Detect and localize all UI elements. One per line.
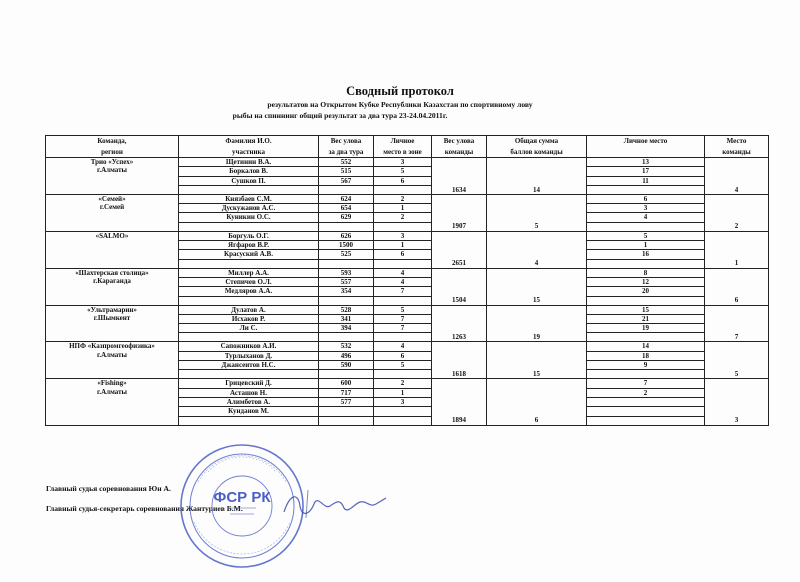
participant-weight: 717 xyxy=(319,388,374,397)
participant-zone-place: 1 xyxy=(374,204,432,213)
table-body xyxy=(46,158,769,426)
participant-weight: 354 xyxy=(319,287,374,296)
stamp-text: ФСР РК xyxy=(213,489,271,506)
participant-name: Грицевский Д. xyxy=(179,379,319,388)
team-cell xyxy=(46,379,179,425)
participant-personal-place: 14 xyxy=(587,342,705,351)
participant-name: Джансеитов Н.С. xyxy=(179,361,319,370)
team-weight: 1634 xyxy=(432,158,487,195)
table-row xyxy=(46,342,769,351)
participant-name: Исхаков Р. xyxy=(179,314,319,323)
empty-cell xyxy=(587,333,705,342)
participant-weight: 1500 xyxy=(319,241,374,250)
team-place: 5 xyxy=(705,342,769,379)
team-cell xyxy=(46,342,179,379)
participant-zone-place: 1 xyxy=(374,388,432,397)
team-place: 3 xyxy=(705,379,769,425)
empty-cell xyxy=(319,296,374,305)
empty-cell xyxy=(319,416,374,425)
participant-weight: 577 xyxy=(319,397,374,406)
participant-weight: 496 xyxy=(319,351,374,360)
participant-personal-place: 2 xyxy=(587,388,705,397)
participant-personal-place: 13 xyxy=(587,158,705,167)
header-personal-place: Личное место xyxy=(587,136,705,158)
participant-personal-place xyxy=(587,407,705,416)
header-total-points: Общая сумма баллов команды xyxy=(487,136,587,158)
empty-cell xyxy=(374,416,432,425)
participant-name: Миллер А.А. xyxy=(179,268,319,277)
team-total-points: 19 xyxy=(487,305,587,342)
header-team: Команда, регион xyxy=(46,136,179,158)
participant-personal-place: 11 xyxy=(587,176,705,185)
participant-weight: 600 xyxy=(319,379,374,388)
empty-cell xyxy=(587,370,705,379)
participant-zone-place: 2 xyxy=(374,213,432,222)
document-title: Сводный протокол xyxy=(346,84,454,98)
chief-secretary-line: Главный судья-секретарь соревнования Жантуриев Б.М. xyxy=(46,504,243,513)
team-weight: 1618 xyxy=(432,342,487,379)
empty-cell xyxy=(179,222,319,231)
participant-weight: 624 xyxy=(319,194,374,203)
participant-personal-place: 17 xyxy=(587,167,705,176)
team-name: НПФ «Казпромгеофизика» xyxy=(69,342,155,351)
header-team-weight: Вес улова команды xyxy=(432,136,487,158)
empty-cell xyxy=(374,222,432,231)
participant-zone-place: 7 xyxy=(374,314,432,323)
team-region: г.Семей xyxy=(99,203,125,212)
participant-personal-place xyxy=(587,397,705,406)
participant-name: Медляров А.А. xyxy=(179,287,319,296)
team-cell xyxy=(46,194,179,231)
participant-zone-place: 7 xyxy=(374,324,432,333)
team-region: г.Алматы xyxy=(96,166,128,175)
team-cell xyxy=(46,305,179,342)
participant-name: Боркалов В. xyxy=(179,167,319,176)
participant-name: Сапожников А.И. xyxy=(179,342,319,351)
participant-name: Красуский А.В. xyxy=(179,250,319,259)
participant-zone-place: 6 xyxy=(374,250,432,259)
table-row xyxy=(46,158,769,167)
participant-weight: 528 xyxy=(319,305,374,314)
empty-cell xyxy=(319,333,374,342)
empty-cell xyxy=(179,370,319,379)
participant-weight: 552 xyxy=(319,158,374,167)
participant-weight: 629 xyxy=(319,213,374,222)
team-weight: 1894 xyxy=(432,379,487,425)
team-name: «Ультрамарин» xyxy=(87,305,137,314)
team-total-points: 15 xyxy=(487,342,587,379)
team-weight: 1907 xyxy=(432,194,487,231)
participant-personal-place: 19 xyxy=(587,324,705,333)
participant-weight xyxy=(319,407,374,416)
empty-cell xyxy=(179,185,319,194)
team-weight: 1504 xyxy=(432,268,487,305)
participant-name: Асташов Н. xyxy=(179,388,319,397)
team-place: 6 xyxy=(705,268,769,305)
participant-weight: 654 xyxy=(319,204,374,213)
team-place: 4 xyxy=(705,158,769,195)
participant-personal-place: 8 xyxy=(587,268,705,277)
participant-weight: 394 xyxy=(319,324,374,333)
empty-cell xyxy=(374,259,432,268)
participant-zone-place: 2 xyxy=(374,194,432,203)
empty-cell xyxy=(319,370,374,379)
empty-cell xyxy=(319,185,374,194)
participant-weight: 626 xyxy=(319,231,374,240)
participant-personal-place: 15 xyxy=(587,305,705,314)
empty-cell xyxy=(319,259,374,268)
participant-zone-place: 6 xyxy=(374,351,432,360)
participant-name: Степичев О.Л. xyxy=(179,277,319,286)
table-row xyxy=(46,194,769,203)
signature-mark xyxy=(280,484,390,524)
participant-name: Кунданов М. xyxy=(179,407,319,416)
participant-name: Дускужанов А.С. xyxy=(179,204,319,213)
team-region: г.Алматы xyxy=(96,350,128,359)
participant-zone-place: 5 xyxy=(374,167,432,176)
table-row xyxy=(46,379,769,388)
header-team-place: Место команды xyxy=(705,136,769,158)
participant-zone-place: 5 xyxy=(374,305,432,314)
team-weight: 2651 xyxy=(432,231,487,268)
empty-cell xyxy=(587,416,705,425)
team-total-points: 14 xyxy=(487,158,587,195)
team-total-points: 4 xyxy=(487,231,587,268)
participant-weight: 515 xyxy=(319,167,374,176)
participant-zone-place: 6 xyxy=(374,176,432,185)
table-row xyxy=(46,268,769,277)
participant-personal-place: 6 xyxy=(587,194,705,203)
participant-personal-place: 16 xyxy=(587,250,705,259)
empty-cell xyxy=(374,296,432,305)
participant-name: Князбаев С.М. xyxy=(179,194,319,203)
document-subtitle-line2: рыбы на спиннинг общий результат за два тура 23-24.04.2011г. xyxy=(232,111,448,120)
participant-zone-place: 3 xyxy=(374,397,432,406)
team-total-points: 6 xyxy=(487,379,587,425)
empty-cell xyxy=(587,259,705,268)
team-name: Трио «Успех» xyxy=(90,158,134,166)
team-region: г.Караганда xyxy=(93,276,131,285)
team-weight: 1263 xyxy=(432,305,487,342)
participant-name: Сушков П. xyxy=(179,176,319,185)
team-region: г.Алматы xyxy=(96,387,128,396)
table-row xyxy=(46,231,769,240)
participant-zone-place: 5 xyxy=(374,361,432,370)
empty-cell xyxy=(587,296,705,305)
participant-weight: 341 xyxy=(319,314,374,323)
participant-personal-place: 9 xyxy=(587,361,705,370)
participant-name: Ли С. xyxy=(179,324,319,333)
participant-name: Дулатов А. xyxy=(179,305,319,314)
team-name: «Fishing» xyxy=(97,379,127,388)
empty-cell xyxy=(179,296,319,305)
empty-cell xyxy=(179,333,319,342)
participant-weight: 593 xyxy=(319,268,374,277)
header-zone-place: Личное место в зоне xyxy=(374,136,432,158)
team-cell xyxy=(46,268,179,305)
participant-name: Алимбетов А. xyxy=(179,397,319,406)
participant-zone-place: 4 xyxy=(374,268,432,277)
participant-name: Боргуль О.Г. xyxy=(179,231,319,240)
participant-weight: 532 xyxy=(319,342,374,351)
team-name: «SALMO» xyxy=(95,231,129,240)
team-cell xyxy=(46,158,179,195)
table-header-row xyxy=(46,136,769,158)
participant-weight: 590 xyxy=(319,361,374,370)
results-table xyxy=(45,135,769,426)
participant-name: Куникин О.С. xyxy=(179,213,319,222)
empty-cell xyxy=(179,416,319,425)
participant-personal-place: 21 xyxy=(587,314,705,323)
participant-weight: 567 xyxy=(319,176,374,185)
empty-cell xyxy=(179,259,319,268)
empty-cell xyxy=(374,185,432,194)
team-total-points: 15 xyxy=(487,268,587,305)
participant-zone-place: 1 xyxy=(374,241,432,250)
participant-personal-place: 12 xyxy=(587,277,705,286)
table-row xyxy=(46,305,769,314)
team-place: 7 xyxy=(705,305,769,342)
participant-personal-place: 4 xyxy=(587,213,705,222)
document-subtitle-line1: результатов на Открытом Кубке Республики Казахстан по спортивному лову xyxy=(267,100,533,109)
participant-personal-place: 5 xyxy=(587,231,705,240)
empty-cell xyxy=(374,333,432,342)
participant-weight: 557 xyxy=(319,277,374,286)
empty-cell xyxy=(319,222,374,231)
empty-cell xyxy=(587,222,705,231)
participant-personal-place: 3 xyxy=(587,204,705,213)
participant-zone-place: 4 xyxy=(374,277,432,286)
participant-zone-place: 2 xyxy=(374,379,432,388)
chief-judge-line: Главный судья соревнования Юн А. xyxy=(46,484,171,493)
team-cell xyxy=(46,231,179,268)
team-total-points: 5 xyxy=(487,194,587,231)
header-weight: Вес улова за два тура xyxy=(319,136,374,158)
participant-zone-place xyxy=(374,407,432,416)
participant-name: Щетинин В.А. xyxy=(179,158,319,167)
header-participant: Фамилия И.О. участника xyxy=(179,136,319,158)
participant-zone-place: 7 xyxy=(374,287,432,296)
participant-name: Ягфаров В.Р. xyxy=(179,241,319,250)
participant-zone-place: 4 xyxy=(374,342,432,351)
participant-personal-place: 20 xyxy=(587,287,705,296)
participant-personal-place: 1 xyxy=(587,241,705,250)
empty-cell xyxy=(587,185,705,194)
participant-weight: 525 xyxy=(319,250,374,259)
participant-personal-place: 7 xyxy=(587,379,705,388)
team-name: «Шахтерская столица» xyxy=(75,268,149,277)
team-region: г.Шымкент xyxy=(93,313,131,322)
team-place: 2 xyxy=(705,194,769,231)
team-name: «Семей» xyxy=(98,194,126,203)
participant-zone-place: 3 xyxy=(374,231,432,240)
team-place: 1 xyxy=(705,231,769,268)
participant-personal-place: 18 xyxy=(587,351,705,360)
participant-zone-place: 3 xyxy=(374,158,432,167)
empty-cell xyxy=(374,370,432,379)
participant-name: Турлыханов Д. xyxy=(179,351,319,360)
